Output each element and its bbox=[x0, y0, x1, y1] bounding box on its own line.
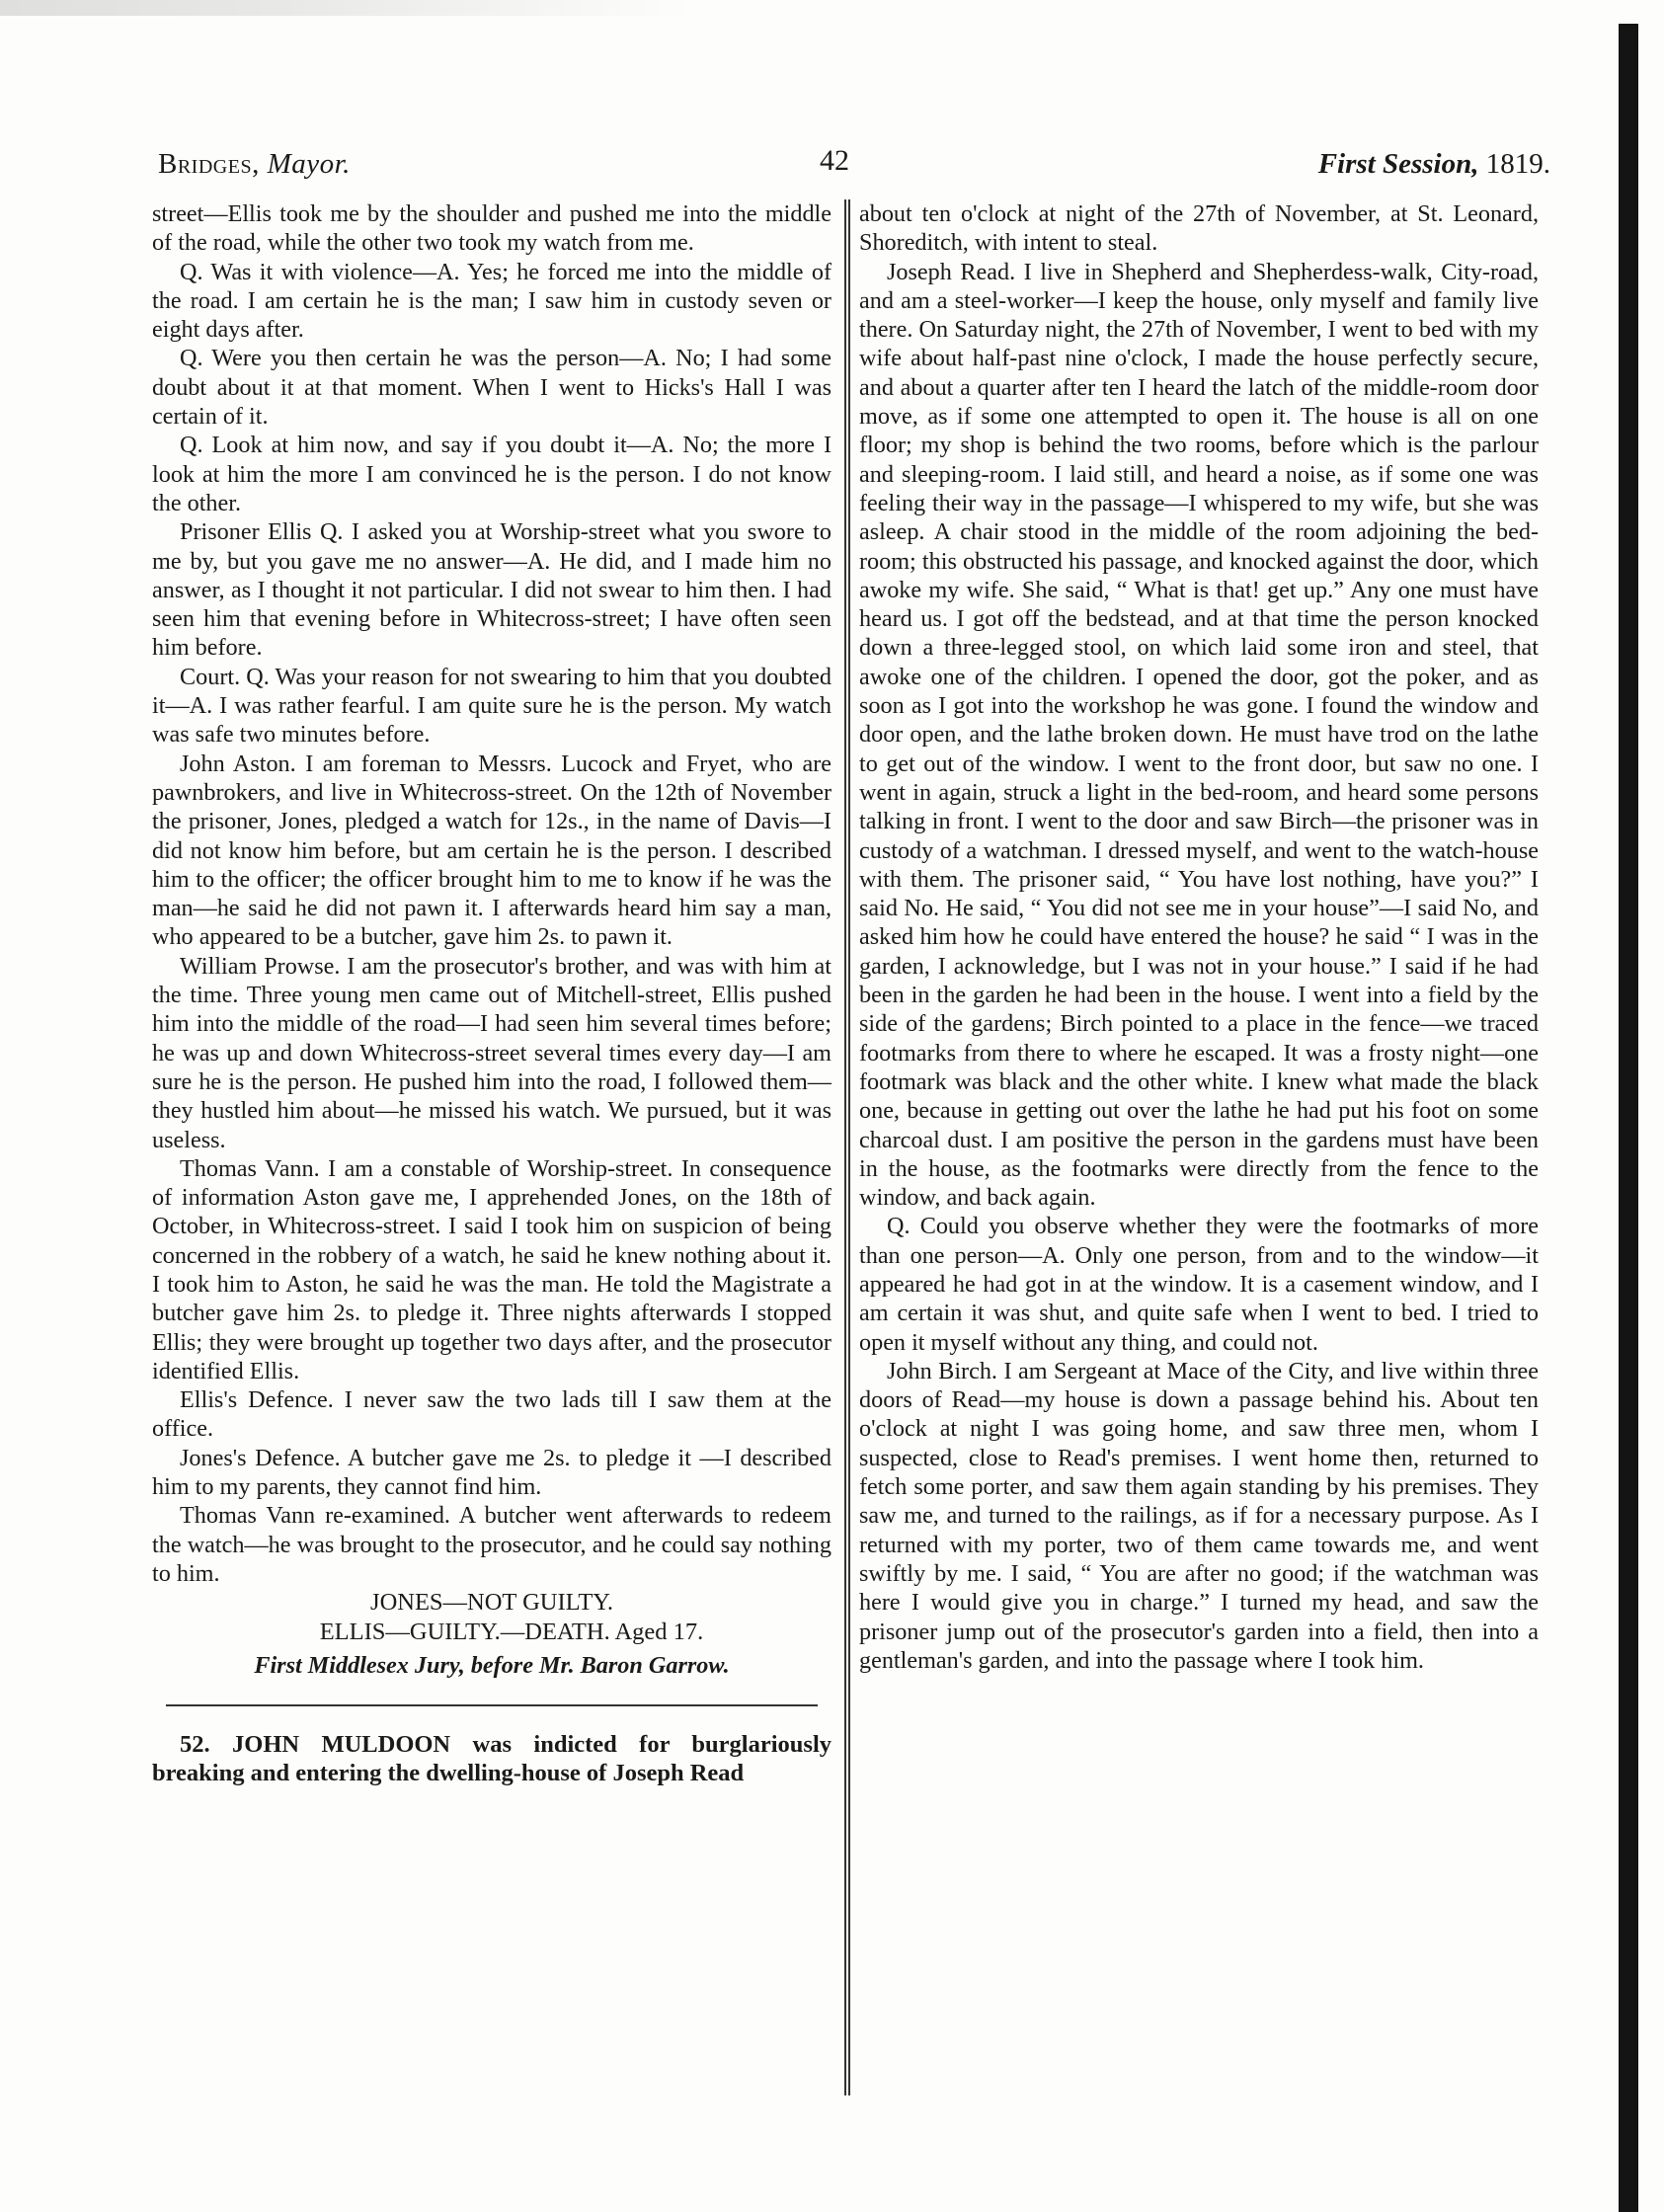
page bbox=[148, 138, 1550, 1786]
header-session: First Session, bbox=[1317, 148, 1479, 180]
paragraph: Prisoner Ellis Q. I asked you at Worship-street what you swore to me by, but you gave me no answer—A. He did, and I made him no answer, as I thought it not particular. I did not swear to him then. I had seen him that evening before in Whitecross-street; I have often seen him before. bbox=[152, 518, 832, 662]
paragraph: Joseph Read. I live in Shepherd and Shepherdess-walk, City-road, and am a steel-worker—I keep the house, only myself and family live there. On Saturday night, the 27th of November, I went to bed with my wife about half-past nine o'clock, I made the house perfectly secure, and about a quarter after ten I heard the latch of the middle-room door move, as if some one attempted to open it. The house is all on one floor; my shop is behind the two rooms, before which is the parlour and sleeping-room. I laid still, and heard a noise, as if some one was feeling their way in the passage—I whispered to my wife, but she was asleep. A chair stood in the middle of the room adjoining the bed-room; this obstructed his passage, and knocked against the door, which awoke my wife. She said, “ What is that! get up.” Any one must have heard us. I got off the bedstead, and at that time the person knocked down a three-legged stool, on which laid some iron and steel, that awoke one of the children. I opened the door, got the poker, and as soon as I got into the workshop he was gone. I found the window and door open, and the lathe broken down. He must have trod on the lathe to get out of the window. I went to the front door, but saw no one. I went in again, struck a light in the bed-room, and heard some persons talking in front. I went to the door and saw Birch—the prisoner was in custody of a watchman. I dressed myself, and went to the watch-house with them. The prisoner said, “ You have lost nothing, have you?” I said No. He said, “ You did not see me in your house”—I said No, and asked him how he could have entered the house? he said “ I was in the garden, I acknowledge, but I was not in your house.” I said if he had been in the garden he had been in the house. I went into a field by the side of the gardens; Birch pointed to a place in the fence—we traced footmarks from there to where he escaped. It was a frosty night—one footmark was black and the other white. I knew what made the black one, because in getting out over the lathe he had put his foot on some charcoal dust. I am positive the person in the gardens must have been in the house, as the footmarks were directly from the fence to the window, and back again. bbox=[859, 258, 1539, 1212]
page-number: 42 bbox=[820, 144, 849, 177]
header-name: Bridges, bbox=[158, 148, 260, 180]
paragraph: Q. Were you then certain he was the person—A. No; I had some doubt about it at that moment. When I went to Hicks's Hall I was certain of it. bbox=[152, 345, 832, 431]
header-left bbox=[158, 148, 351, 181]
jury-line: First Middlesex Jury, before Mr. Baron Garrow. bbox=[254, 1652, 730, 1680]
case-heading: 52. JOHN MULDOON was indicted for burglariously breaking and entering the dwelling-house of Joseph Read bbox=[152, 1730, 832, 1786]
paragraph: Thomas Vann re-examined. A butcher went afterwards to redeem the watch—he was brought to the prosecutor, and he could say nothing to him. bbox=[152, 1502, 832, 1587]
binding-edge bbox=[1619, 0, 1664, 2212]
paragraph: Ellis's Defence. I never saw the two lads till I saw them at the office. bbox=[152, 1386, 832, 1443]
paragraph: Jones's Defence. A butcher gave me 2s. to pledge it —I described him to my parents, they cannot find him. bbox=[152, 1444, 832, 1501]
scan-edge-mark bbox=[0, 0, 691, 16]
paragraph: street—Ellis took me by the shoulder and pushed me into the middle of the road, while the other two took my watch from me. bbox=[152, 200, 832, 257]
paragraph: Q. Could you observe whether they were the footmarks of more than one person—A. Only one person, from and to the window—it appeared he had got in at the window. It is a casement window, and I am certain it was shut, and quite safe when I went to bed. I tried to open it myself without any thing, and could not. bbox=[859, 1213, 1539, 1356]
paragraph: John Birch. I am Sergeant at Mace of the City, and live within three doors of Read—my house is down a passage behind his. About ten o'clock at night I was going home, and saw three men, whom I suspected, close to Read's premises. I went home then, returned to fetch some porter, and saw them again standing by his premises. They saw me, and turned to the railings, as if for a necessary purpose. As I returned with my porter, two of them came towards me, and went swiftly by me. I said, “ You are after no good; if the watchman was here I would give you in charge.” I turned my head, and saw the prisoner jump out of the prosecutor's garden into a field, then into a gentleman's garden, and into the passage where I took him. bbox=[859, 1357, 1539, 1674]
paragraph: Q. Was it with violence—A. Yes; he forced me into the middle of the road. I am certain he is the man; I saw him in custody seven or eight days after. bbox=[152, 258, 832, 344]
paragraph: Court. Q. Was your reason for not swearing to him that you doubted it—A. I was rather fearful. I am quite sure he is the person. My watch was safe two minutes before. bbox=[152, 663, 832, 749]
paragraph: William Prowse. I am the prosecutor's brother, and was with him at the time. Three young men came out of Mitchell-street, Ellis pushed him into the middle of the road—I had seen him several times before; he was up and down Whitecross-street several times every day—I am sure he is the person. He pushed him into the road, I followed them—they hustled him about—he missed his watch. We pursued, but it was useless. bbox=[152, 952, 832, 1153]
right-column bbox=[859, 199, 1539, 1675]
running-header bbox=[148, 138, 1550, 194]
paragraph: John Aston. I am foreman to Messrs. Lucock and Fryet, who are pawnbrokers, and live in Whitecross-street. On the 12th of November the prisoner, Jones, pledged a watch for 12s., in the name of Davis—I did not know him before, but am certain he is the person. I described him to the officer; the officer brought him to me to know if he was the man—he said he did not pawn it. I afterwards heard him say a man, who appeared to be a butcher, gave him 2s. to pawn it. bbox=[152, 750, 832, 951]
left-column bbox=[152, 199, 832, 1787]
verdict-jones: JONES—NOT GUILTY. bbox=[370, 1589, 613, 1617]
header-right bbox=[1318, 148, 1550, 181]
section-rule bbox=[166, 1704, 818, 1706]
verdict-ellis: ELLIS—GUILTY.—DEATH. Aged 17. bbox=[319, 1619, 704, 1646]
column-divider bbox=[844, 199, 850, 2095]
header-title: Mayor. bbox=[267, 148, 351, 180]
header-year: 1819. bbox=[1485, 148, 1550, 180]
paragraph: about ten o'clock at night of the 27th of November, at St. Leonard, Shoreditch, with intent to steal. bbox=[859, 200, 1539, 257]
paragraph: Q. Look at him now, and say if you doubt it—A. No; the more I look at him the more I am convinced he is the person. I do not know the other. bbox=[152, 432, 832, 516]
paragraph: Thomas Vann. I am a constable of Worship-street. In consequence of information Aston gave me, I apprehended Jones, on the 18th of October, in Whitecross-street. I said I took him on suspicion of being concerned in the robbery of a watch, he said he knew nothing about it. I took him to Aston, he said he was the man. He told the Magistrate a butcher gave him 2s. to pledge it. Three nights afterwards I stopped Ellis; they were brought up together two days after, and the prosecutor identified Ellis. bbox=[152, 1154, 832, 1384]
